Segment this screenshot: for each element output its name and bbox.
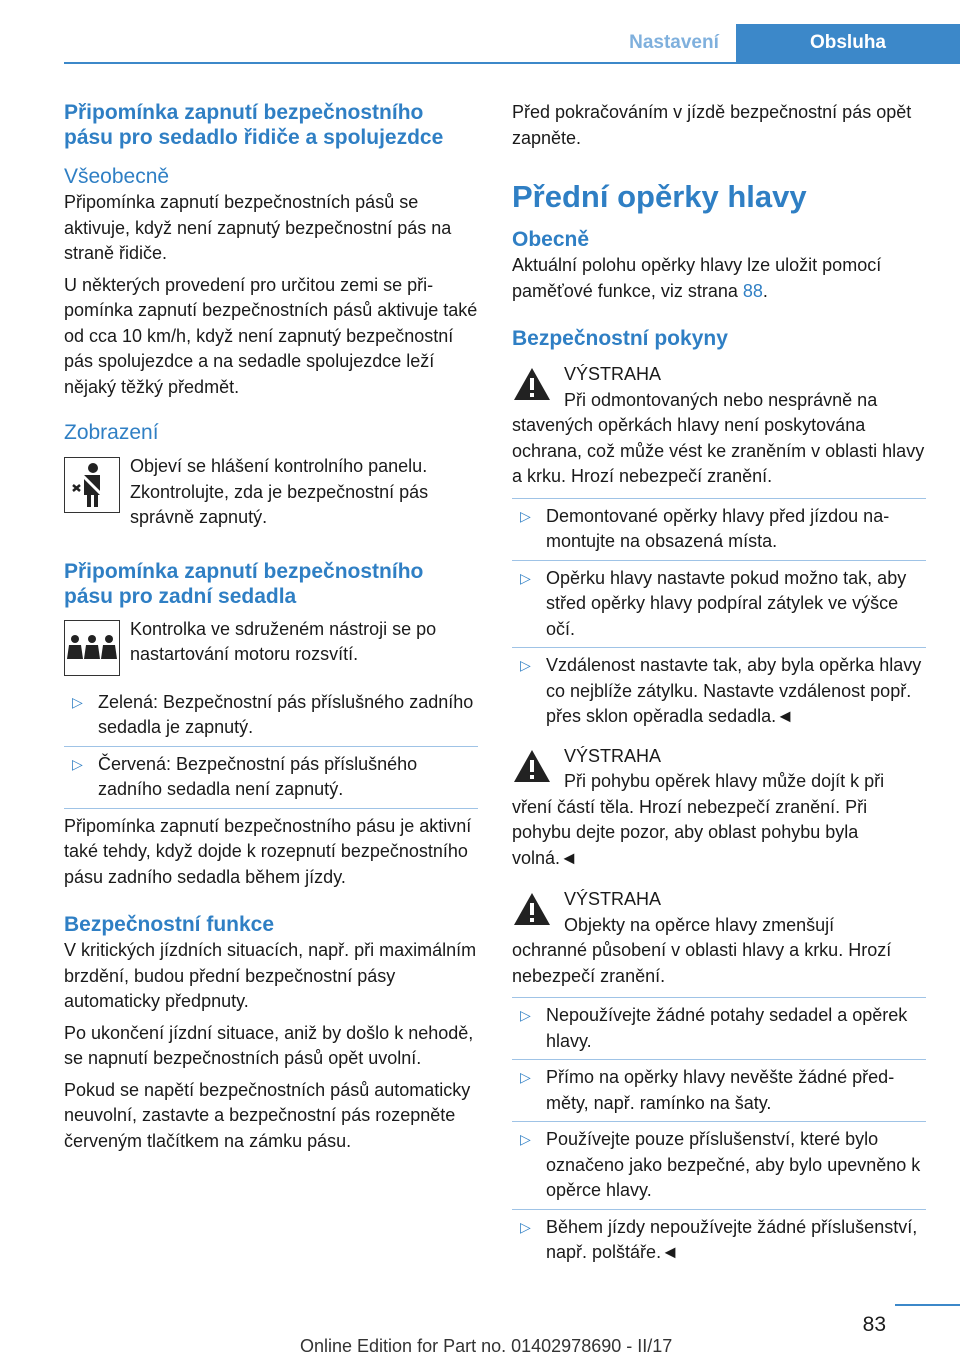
triangle-bullet-icon: ▷ (520, 569, 531, 586)
divider (512, 1209, 926, 1210)
paragraph-rear: Kontrolka ve sdruženém nástroji se po nastartování motoru rozsvítí. (130, 618, 437, 664)
paragraph-headrest-general: Aktuální polohu opěrky hlavy lze uložit pomocí paměťové funkce, viz strana 88. (512, 255, 882, 301)
list-item: ▷ Vzdálenost nastavte tak, aby byla opěrka hlavy co nejblíže zátylku. Nastavte vzdálenost popř. přes sklon opěradla sedadla.◄ (520, 655, 922, 726)
warning-3-list (512, 1003, 926, 1266)
paragraph-rear-2: Připomínka zapnutí bezpečnostního pásu je aktivní také tehdy, když dojde k rozepnutí bezpečnostního pásu zadního sedadla během jízdy. (64, 815, 472, 887)
footer-rule (895, 1304, 960, 1306)
divider (512, 498, 926, 499)
paragraph-safety-2: Po ukončení jízdní situace, aniž by došlo k nehodě, se napnutí bezpečnostních pásů opět uvolní. (64, 1022, 474, 1068)
heading-display: Zobrazení (64, 421, 159, 444)
warning-text: vření částí těla. Hrozí nebezpečí zranění. Při pohybu dejte pozor, aby oblast pohybu byla volná.◄ (512, 796, 868, 868)
warning-text: ochranné působení v oblasti hlavy a krku. Hrozí nebezpečí zranění. (512, 940, 892, 986)
paragraph-continue: Před pokračováním v jízdě bezpečnostní pás opět zapněte. (512, 102, 912, 148)
divider (64, 746, 478, 747)
divider (64, 808, 478, 809)
list-item: ▷ Nepoužívejte žádné potahy sedadel a opěrek hlavy. (520, 1005, 908, 1051)
warning-title: VÝSTRAHA (564, 745, 662, 766)
rear-seatbelt-icon (64, 620, 120, 676)
warning-triangle-icon (512, 366, 552, 402)
warning-title: VÝSTRAHA (564, 889, 662, 909)
divider (512, 1059, 926, 1060)
tab-obsluha[interactable]: Obsluha (736, 24, 960, 62)
list-item: ▷ Přímo na opěrky hlavy nevěšte žádné předměty, např. ramínko na šaty. (520, 1067, 895, 1113)
triangle-bullet-icon: ▷ (72, 693, 83, 710)
page-number: 83 (862, 1313, 886, 1336)
heading-front-belt-reminder: Připomínka zapnutí bezpečnostního pásu pro sedadlo řidiče a spolujezdce (64, 101, 444, 149)
paragraph-safety-1: V kritických jízdních situacích, např. při maximálním brzdění, budou přední bezpečnostní pásy automaticky předpnuty. (64, 940, 477, 1011)
tab-nastaveni[interactable]: Nastavení (629, 32, 719, 53)
paragraph-general-2: U některých provedení pro určitou zemi se připomínka zapnutí bezpečnostních pásů aktivuje také od cca 10 km/h, když není zapnutý bezpečnostní pás spolujezdce a na sedadle spolujezdce leží nějaký těžký předmět. (64, 274, 478, 397)
seatbelt-warning-icon (64, 457, 120, 513)
warning-1 (512, 362, 926, 490)
page-link[interactable]: 88 (742, 280, 763, 301)
warning-text-first: Při odmontovaných nebo nesprávně na (564, 389, 878, 410)
left-column (64, 100, 478, 1154)
divider (512, 647, 926, 648)
heading-front-headrests: Přední opěrky hlavy (512, 179, 807, 214)
warning-1-list (512, 504, 926, 730)
warning-2 (512, 744, 926, 872)
heading-safety-function: Bezpečnostní funkce (64, 913, 275, 936)
warning-text: stavených opěrkách hlavy není poskytována ochrana, což může vést ke zraněním v oblasti hlavy a krku. Hrozí nebezpečí zranění. (512, 415, 925, 486)
paragraph-display: Objeví se hlášení kontrolního panelu. Zkontrolujte, zda je bezpečnostní pás správně zapnutý. (130, 456, 429, 527)
triangle-bullet-icon: ▷ (520, 657, 531, 673)
right-column (512, 100, 926, 1266)
list-item: ▷ Během jízdy nepoužívejte žádné příslušenství, např. polštáře.◄ (520, 1216, 918, 1262)
warning-triangle-icon (512, 891, 552, 927)
list-item: ▷ Červená: Bezpečnostní pás příslušného zadního sedadla není zapnutý. (72, 753, 418, 799)
display-note (64, 454, 478, 531)
heading-safety-notes: Bezpečnostní pokyny (512, 327, 728, 350)
divider (512, 560, 926, 561)
rear-note (64, 617, 478, 676)
warning-title: VÝSTRAHA (564, 364, 662, 384)
heading-headrest-general: Obecně (512, 228, 590, 251)
triangle-bullet-icon: ▷ (520, 507, 531, 524)
warning-triangle-icon (512, 748, 552, 784)
triangle-bullet-icon: ▷ (72, 755, 83, 772)
rear-status-list (64, 690, 478, 803)
warning-3 (512, 887, 926, 989)
paragraph-safety-3: Pokud se napětí bezpečnostních pásů automaticky neuvolní, zastavte a bezpečnostní pás rozepněte červeným tlačítkem na zámku pásu. (64, 1079, 471, 1151)
page-header (612, 24, 960, 62)
header-rule (64, 62, 960, 64)
list-item: ▷ Opěrku hlavy nastavte pokud možno tak, aby střed opěrky hlavy podpíral zátylek ve výšce očí. (520, 567, 907, 639)
divider (512, 997, 926, 998)
triangle-bullet-icon: ▷ (520, 1069, 531, 1085)
triangle-bullet-icon: ▷ (520, 1007, 531, 1023)
heading-rear-belt-reminder: Připomínka zapnutí bezpečnostního pásu pro zadní sedadla (64, 559, 424, 608)
list-item: ▷ Zelená: Bezpečnostní pás příslušného zadního sedadla je zapnutý. (72, 691, 474, 737)
warning-text-first: Při pohybu opěrek hlavy může dojít k při (564, 771, 885, 791)
heading-general: Všeobecně (64, 165, 170, 188)
triangle-bullet-icon: ▷ (520, 1218, 531, 1235)
divider (512, 1121, 926, 1122)
triangle-bullet-icon: ▷ (520, 1131, 531, 1147)
paragraph-general-1: Připomínka zapnutí bezpečnostních pásů se aktivuje, když není zapnutý bezpečnostní pás na straně řidiče. (64, 192, 452, 263)
edition-footer: Online Edition for Part no. 01402978690 - II/17 (300, 1336, 673, 1356)
list-item: ▷ Demontované opěrky hlavy před jízdou namontujte na obsazená místa. (520, 505, 890, 551)
warning-text-first: Objekty na opěrce hlavy zmenšují (564, 914, 835, 935)
list-item: ▷ Používejte pouze příslušenství, které bylo označeno jako bezpečné, aby bylo upevněno k opěrce hlavy. (520, 1129, 921, 1200)
